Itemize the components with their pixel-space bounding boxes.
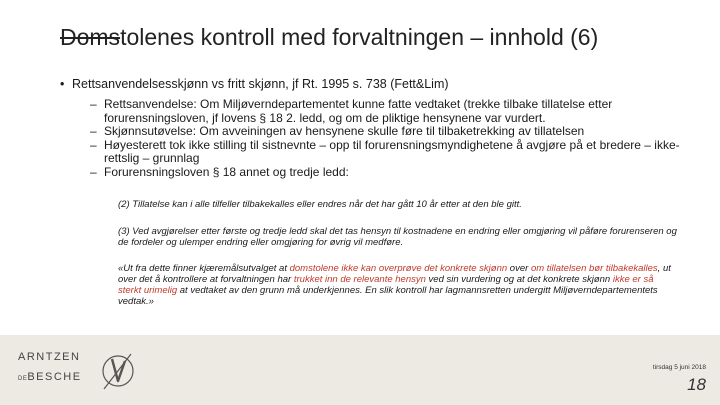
main-bullet [60, 77, 700, 91]
court-quote [118, 263, 678, 307]
logo-text-line1: ARNTZEN [18, 351, 81, 363]
arrow-circle-logo-icon [98, 349, 138, 393]
sub-bullet-list [90, 98, 680, 179]
title-struck-text: Doms [60, 24, 121, 50]
footer-date: tirsdag 5 juni 2018 [652, 364, 706, 371]
page-number: 18 [687, 375, 706, 394]
sub-bullet-item: – Rettsanvendelse: Om Miljøverndepartementet kunne fatte vedtaket (trekke tilbake tillatelse etter forurensningsloven, jf lovens § 18 2. ledd, og om de pliktige hensynene var vurdert. [90, 98, 680, 125]
slide-title [60, 24, 700, 51]
sub-bullet-item: – Høyesterett tok ikke stilling til sistnevnte – opp til forurensningsmyndighetene å avgjøre på et bredere – ikke-rettslig – grunnlag [90, 139, 680, 166]
quote-text: , ut over det å kontrollere at forvaltningen har [118, 263, 671, 285]
quote-text: «Ut fra dette finner kjæremålsutvalget at [118, 263, 290, 274]
quote-highlight: trukket inn de relevante hensyn [293, 274, 426, 285]
sub-bullet-item: – Skjønnsutøvelse: Om avveiningen av hensynene skulle føre til tilbaketrekking av tillatelsen [90, 125, 680, 139]
company-logo [18, 351, 128, 395]
quote-text: at vedtaket av den grunn må underkjennes. En slik kontroll har lagmannsretten undergitt Miljøverndepartementets vedtak.» [118, 285, 658, 307]
logo-text-line2 [18, 371, 82, 383]
bullet-dot: • [60, 77, 65, 91]
law-paragraph-3: (3) Ved avgjørelser etter første og tredje ledd skal det tas hensyn til kostnadene en endring eller omgjøring vil påføre forurenseren og de fordeler og ulemper endring eller omgjøring for øvrig vil medføre. [118, 226, 677, 248]
logo-text-de: DE [18, 376, 28, 382]
sub-bullet-item: – Forurensningsloven § 18 annet og tredje ledd: [90, 166, 680, 180]
quote-highlight: om tillatelsen bør tilbakekalles [530, 263, 658, 274]
logo-text-besche: BESCHE [27, 371, 82, 383]
title-text: tolenes kontroll med forvaltningen – innhold (6) [120, 24, 599, 50]
quote-text: ved sin vurdering og at det konkrete skjønn [425, 274, 613, 285]
law-paragraph-2: (2) Tillatelse kan i alle tilfeller tilbakekalles eller endres når det har gått 10 år etter at den ble gitt. [118, 199, 522, 210]
footer-bar [0, 335, 720, 405]
quote-highlight: domstolene ikke kan overprøve det konkrete skjønn [289, 263, 508, 274]
main-bullet-text: Rettsanvendelsesskjønn vs fritt skjønn, jf Rt. 1995 s. 738 (Fett&Lim) [72, 77, 449, 91]
quote-text: over [507, 263, 531, 274]
quote-highlight: ikke er så sterkt urimelig [118, 274, 654, 296]
